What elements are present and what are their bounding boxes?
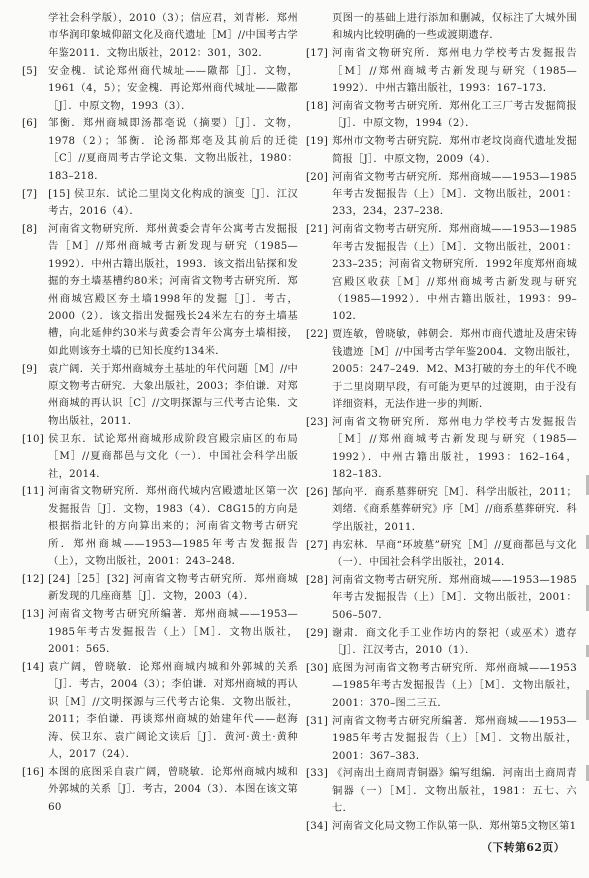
reference-entry — [22, 571, 298, 606]
reference-entry — [306, 414, 577, 484]
reference-text: 底图为河南省文物考古研究所．郑州商城——1953—1985年考古发掘报告（上）［M］．文物出版社，2001：370–图二三五． — [332, 663, 577, 709]
reference-entry — [306, 169, 577, 221]
reference-entry — [22, 361, 298, 431]
reference-entry — [306, 818, 577, 835]
reference-text: 郜向平．商系墓葬研究［M］．科学出版社，2011；刘绪．《商系墓葬研究》序［M］//商系墓葬研究．科学出版社，2011． — [332, 486, 577, 533]
reference-number: [7] — [22, 188, 38, 200]
reference-text: 本图的底图采自袁广阔，曾晓敏．论郑州商城内城和外郭城的关系［J］．考古，2004（3）．本图在该文第60 — [48, 766, 298, 813]
reference-number: [12] — [22, 574, 45, 585]
reference-entry — [306, 326, 577, 413]
reference-entry — [22, 115, 298, 185]
reference-entry — [306, 537, 577, 572]
reference-entry — [306, 484, 577, 536]
reference-entry — [22, 186, 298, 221]
left-continuation: 学社会科学版），2010（3）；信应君，刘青彬．郑州市华润印象城仰韶文化及商代遗址［M］//中国考古学年鉴2011．文物出版社，2012：301，302． — [48, 13, 298, 59]
page-edge-marks — [584, 475, 589, 815]
reference-entry — [306, 98, 577, 133]
reference-entry — [22, 483, 298, 570]
reference-entry — [306, 660, 577, 712]
reference-number: [20] — [306, 171, 329, 183]
reference-entry — [22, 431, 298, 483]
reference-number: [19] — [306, 136, 329, 148]
left-column — [22, 10, 298, 816]
reference-entry — [306, 133, 577, 168]
reference-text: 冉宏林．早商“环坡墓”研究［M］//夏商都邑与文化（一）．中国社会科学出版社，2014． — [332, 539, 577, 569]
reference-number: [27] — [306, 539, 329, 551]
reference-text: 河南省文物考古研究所．郑州商城——1953—1985年考古发掘报告（上）［M］．文物出版社，2001：233–235；河南省文物研究所．1992年度郑州商城宫殿区收获［M］//郑州商城考古新发现与研究（1985—1992）．中州古籍出版社，1993：99–102． — [332, 224, 577, 323]
reference-number: [18] — [306, 101, 329, 113]
reference-number: [10] — [22, 433, 45, 445]
reference-text: 郑州市文物考古研究院．郑州市老坟岗商代遗址发掘简报［J］．中原文物，2009（4）． — [332, 136, 577, 165]
reference-number: [28] — [306, 575, 329, 586]
reference-number: [13] — [22, 609, 45, 621]
reference-entry — [306, 572, 577, 624]
reference-text: 贾连敏，曾晓敏，韩朝会．郑州市商代遗址及唐宋铸钱遗迹［M］//中国考古学年鉴2004．文物出版社，2005：247–249．M2、M3打破的夯土的年代不晚于二里岗期早段，有可能为更早的过渡期，由于没有详细资料，无法作进一步的判断． — [332, 329, 577, 410]
reference-entry — [306, 625, 577, 660]
reference-number: [11] — [22, 486, 45, 498]
reference-text: 河南省文物考古研究所．郑州商城——1953—1985年考古发掘报告（上）［M］．文物出版社，2001：506–507． — [332, 575, 577, 621]
reference-text: 邹衡．郑州商城即汤都亳说（摘要）［J］．文物，1978（2）；邹衡．论汤都郑亳及其前后的迁徙［C］//夏商周考古学论文集．文物出版社，1980：183–218． — [48, 118, 298, 182]
reference-entry — [22, 221, 298, 360]
reference-number: [22] — [306, 329, 329, 341]
reference-text: 《河南出土商周青铜器》编写组编．河南出土商周青铜器（一）［M］．文物出版社，1981：五七、六七． — [332, 768, 577, 815]
reference-number: [9] — [22, 363, 38, 375]
reference-number: [16] — [22, 766, 45, 778]
reference-number: [8] — [22, 223, 38, 235]
continued-note: （下转第62页） — [481, 841, 565, 854]
reference-text: 河南省文物考古研究所．郑州商城——1953—1985年考古发掘报告（上）［M］．文物出版社，2001：233，234，237–238． — [332, 171, 577, 218]
reference-text: 河南省文物考古研究所编著．郑州商城——1953—1985年考古发掘报告（上）［M］．文物出版社，2001：565． — [48, 609, 298, 656]
reference-number: [34] — [306, 821, 329, 833]
reference-text: [24]［25］[32] 河南省文物考古研究所．郑州商城新发现的几座商墓［J］．文物，2003（4）． — [48, 574, 298, 603]
right-continuation: 页图一的基础上进行添加和删减，仅标注了大城外围和城内比较明确的一些或渡期遗存． — [332, 13, 577, 42]
reference-text: 河南省文物研究所．郑州电力学校考古发掘报告［M］//郑州商城考古新发现与研究（1985—1992）．中州古籍出版社，1993：167–173． — [332, 48, 577, 95]
reference-text: 河南省文物考古研究所．郑州化工三厂考古发掘简报［J］．中原文物，1994（2）． — [332, 101, 577, 130]
reference-entry — [22, 63, 298, 115]
reference-number: [14] — [22, 662, 45, 674]
reference-entry — [306, 221, 577, 325]
right-column — [306, 10, 577, 836]
reference-entry — [306, 713, 577, 765]
reference-number: [29] — [306, 627, 329, 639]
reference-number: [26] — [306, 486, 329, 498]
reference-text: 河南省文物考古研究所编著．郑州商城——1953—1985年考古发掘报告（上）［M］．文物出版社，2001：367–383． — [332, 715, 577, 762]
reference-text: 安金槐．试论郑州商代城址——隞都［J］．文物，1961（4，5）；安金槐．再论郑州商代城址——隞都［J］．中原文物，1993（3）． — [48, 65, 298, 112]
reference-number: [5] — [22, 65, 38, 77]
reference-text: 河南省文物研究所．郑州黄委会青年公寓考古发掘报告［M］//郑州商城考古新发现与研究（1985—1992）．中州古籍出版社，1993．该文指出钻探和发掘的夯土墙基槽约80米；河南省文物考古研究所．郑州商城宫殿区夯土墙1998年的发掘［J］．考古，2000（2）．该文指出发掘残长24米左右的夯土墙基槽，向北延伸约30米与黄委会青年公寓夯土墙相接，如此则该夯土墙的已知长度约134米． — [48, 223, 298, 357]
reference-number: [6] — [22, 118, 38, 130]
reference-number: [17] — [306, 48, 329, 60]
reference-text: 河南省文物研究所．郑州商代城内宫殿遗址区第一次发掘报告［J］．文物，1983（4）．C8G15的方向是根据指北针的方向算出来的；河南省文物考古研究所．郑州商城——1953—1985年考古发掘报告（上），文物出版社，2001：243–248． — [48, 486, 298, 568]
reference-text: 河南省文物研究所．郑州电力学校考古发掘报告［M］//郑州商城考古新发现与研究（1985—1992）．中州古籍出版社，1993：162–164，182–183． — [332, 416, 577, 481]
reference-entry — [306, 45, 577, 97]
reference-number: [30] — [306, 663, 329, 675]
reference-entry — [306, 765, 577, 817]
reference-text: 袁广阔，曾晓敏．论郑州商城内城和外郭城的关系［J］．考古，2004（3）；李伯谦．对郑州商城的再认识［M］//文明探源与三代考古论集．文物出版社，2011；李伯谦．再谈郑州商城的始建年代——赵海涛、侯卫东、袁广阔论文读后［J］．黄河·黄土·黄种人，2017（24）． — [48, 662, 298, 761]
reference-number: [23] — [306, 416, 329, 428]
reference-number: [33] — [306, 768, 329, 780]
reference-entry — [22, 659, 298, 763]
reference-text: 侯卫东．试论郑州商城形成阶段宫殿宗庙区的布局［M］//夏商都邑与文化（一）．中国社会科学出版社，2014． — [48, 433, 298, 480]
reference-entry — [22, 606, 298, 658]
reference-text: 河南省文化局文物工作队第一队．郑州第5文物区第1 — [332, 821, 577, 833]
reference-text: [15] 侯卫东．试论二里岗文化构成的演变［J］．江汉考古，2016（4）． — [48, 188, 298, 217]
reference-entry — [22, 764, 298, 816]
reference-number: [21] — [306, 224, 329, 236]
reference-number: [31] — [306, 715, 329, 727]
reference-text: 袁广阔．关于郑州商城夯土基址的年代问题［M］//中原文物考古研究．大象出版社，2003；李伯谦．对郑州商城的再认识［C］//文明探源与三代考古论集．文物出版社，2011． — [48, 363, 298, 427]
reference-text: 谢肃．商文化手工业作坊内的祭祀（或巫术）遗存［J］．江汉考古，2010（1）． — [332, 627, 577, 657]
